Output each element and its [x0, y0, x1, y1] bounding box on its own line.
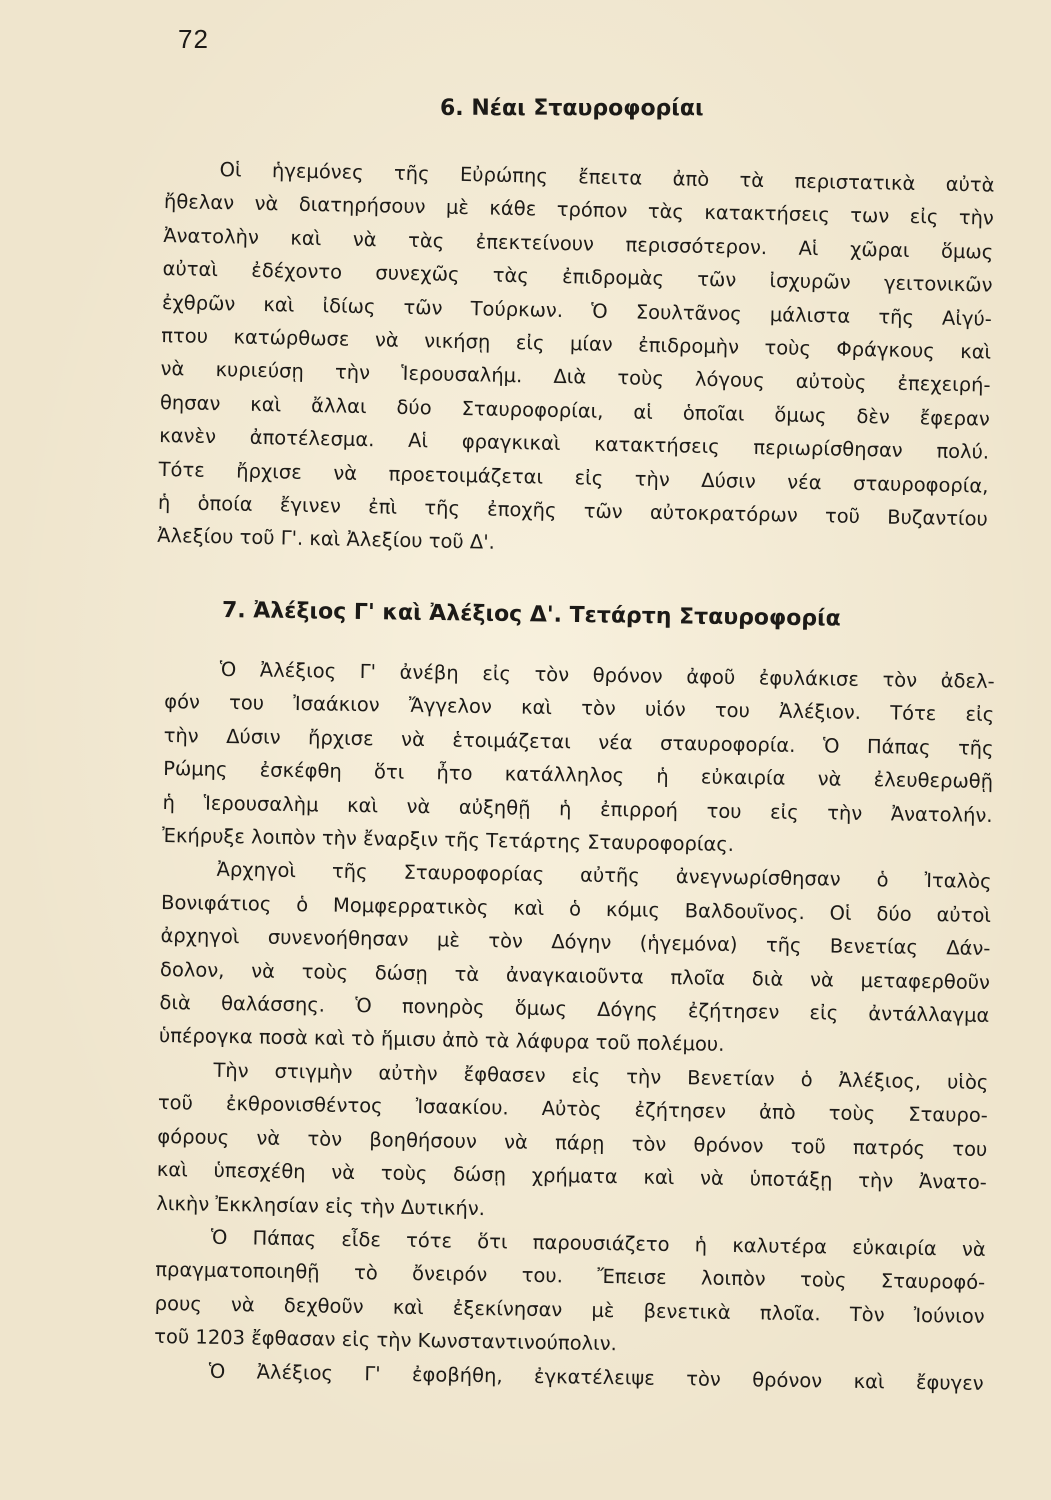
text-line: ἐχθρῶν καὶ ἰδίως τῶν Τούρκων. Ὁ Σουλτᾶνος μάλιστα τῆς Αἰγύ- — [161, 290, 993, 331]
text-line: διὰ θαλάσσης. Ὁ πονηρὸς ὅμως Δόγης ἐζήτησεν εἰς ἀντάλλαγμα — [159, 991, 990, 1028]
text-line: Ρώμης ἐσκέφθη ὅτι ἦτο κατάλληλος ἡ εὐκαιρία νὰ ἐλευθερωθῇ — [162, 757, 994, 794]
text-line: λικὴν Ἐκκλησίαν εἰς τὴν Δυτικήν. — [156, 1191, 486, 1220]
text-line: Ἀρχηγοὶ τῆς Σταυροφορίας αὐτῆς ἀνεγνωρίσθησαν ὁ Ἰταλὸς — [216, 858, 992, 894]
text-line: τοῦ 1203 ἔφθασαν εἰς τὴν Κωνσταντινούπολιν. — [154, 1325, 618, 1356]
text-line: πραγματοποιηθῇ τὸ ὄνειρόν του. Ἔπεισε λοιπὸν τοὺς Σταυροφό- — [155, 1258, 986, 1295]
text-line: ἤθελαν νὰ διατηρήσουν μὲ κάθε τρόπον τὰς κατακτήσεις των εἰς τὴν — [163, 190, 995, 231]
section-6-heading: 6. Νέαι Σταυροφορίαι — [440, 96, 704, 121]
text-line: Ὁ Ἀλέξιος Γ' ἀνέβη εἰς τὸν θρόνον ἀφοῦ ἐφυλάκισε τὸν ἀδελ- — [219, 657, 995, 694]
text-line: Ἀνατολὴν καὶ νὰ τὰς ἐπεκτείνουν περισσότερον. Αἱ χῶραι ὅμως — [163, 223, 994, 264]
page-number: 72 — [178, 24, 209, 54]
text-line: Τὴν στιγμὴν αὐτὴν ἔφθασεν εἰς τὴν Βενετίαν ὁ Ἀλέξιος, υἱὸς — [213, 1058, 989, 1094]
section-7-heading: 7. Ἀλέξιος Γ' καὶ Ἀλέξιος Δ'. Τετάρτη Σταυροφορία — [221, 598, 841, 632]
section-7-body — [153, 652, 994, 1400]
text-line: Ἐκήρυξε λοιπὸν τὴν ἔναρξιν τῆς Τετάρτης Σταυροφορίας. — [161, 824, 735, 856]
text-line: τὴν Δύσιν ἤρχισε νὰ ἑτοιμάζεται νέα σταυροφορία. Ὁ Πάπας τῆς — [163, 723, 994, 760]
text-line: νὰ κυριεύσῃ τὴν Ἱερουσαλήμ. Διὰ τοὺς λόγους αὐτοὺς ἐπεχειρή- — [160, 357, 991, 398]
text-line: αὐταὶ ἐδέχοντο συνεχῶς τὰς ἐπιδρομὰς τῶν ἰσχυρῶν γειτονικῶν — [162, 257, 993, 297]
text-line: ἡ Ἱερουσαλὴμ καὶ νὰ αὐξηθῇ ἡ ἐπιρροή του εἰς τὴν Ἀνατολήν. — [162, 790, 993, 827]
text-line: κανὲν ἀποτέλεσμα. Αἱ φραγκικαὶ κατακτήσεις περιωρίσθησαν πολύ. — [159, 424, 990, 464]
text-line: φόρους νὰ τὸν βοηθήσουν νὰ πάρῃ τὸν θρόνον τοῦ πατρός του — [157, 1124, 988, 1161]
text-line: καὶ ὑπεσχέθη νὰ τοὺς δώσῃ χρήματα καὶ νὰ ὑποτάξῃ τὴν Ἀνατο- — [156, 1158, 987, 1195]
text-line: Ἀλεξίου τοῦ Γ'. καὶ Ἀλεξίου τοῦ Δ'. — [157, 524, 496, 555]
text-line: θησαν καὶ ἄλλαι δύο Σταυροφορίαι, αἱ ὁποῖαι ὅμως δὲν ἔφεραν — [159, 390, 991, 431]
text-line: δολον, νὰ τοὺς δώσῃ τὰ ἀναγκαιοῦντα πλοῖα διὰ νὰ μεταφερθοῦν — [159, 957, 991, 994]
text-line: φόν του Ἰσαάκιον Ἄγγελον καὶ τὸν υἱόν του Ἀλέξιον. Τότε εἰς — [164, 690, 995, 727]
text-line: ἡ ὁποία ἔγινεν ἐπὶ τῆς ἐποχῆς τῶν αὐτοκρατόρων τοῦ Βυζαντίου — [157, 490, 989, 531]
section-6-body — [157, 152, 995, 569]
text-line: Ὁ Ἀλέξιος Γ' ἐφοβήθη, ἐγκατέλειψε τὸν θρόνον καὶ ἔφυγεν — [208, 1359, 984, 1395]
text-line: Ὁ Πάπας εἶδε τότε ὅτι παρουσιάζετο ἡ καλυτέρα εὐκαιρία νὰ — [210, 1225, 986, 1261]
text-line: πτου κατώρθωσε νὰ νικήσῃ εἰς μίαν ἐπιδρομὴν τοὺς Φράγκους καὶ — [161, 323, 992, 364]
text-line: Τότε ἤρχισε νὰ προετοιμάζεται εἰς τὴν Δύσιν νέα σταυροφορία, — [158, 457, 989, 498]
text-line: ρους νὰ δεχθοῦν καὶ ἐξεκίνησαν μὲ βενετικὰ πλοῖα. Τὸν Ἰούνιον — [154, 1291, 985, 1328]
text-line: Βονιφάτιος ὁ Μομφερρατικὸς καὶ ὁ κόμις Βαλδουῖνος. Οἱ δύο αὐτοὶ — [160, 890, 992, 927]
text-line: τοῦ ἐκθρονισθέντος Ἰσαακίου. Αὐτὸς ἐζήτησεν ἀπὸ τοὺς Σταυρο- — [157, 1091, 988, 1128]
text-line: ἀρχηγοὶ συνενοήθησαν μὲ τὸν Δόγην (ἡγεμόνα) τῆς Βενετίας Δάν- — [160, 924, 991, 961]
text-line: ὑπέρογκα ποσὰ καὶ τὸ ἥμισυ ἀπὸ τὰ λάφυρα τοῦ πολέμου. — [158, 1024, 725, 1057]
text-line: Οἱ ἡγεμόνες τῆς Εὐρώπης ἔπειτα ἀπὸ τὰ περιστατικὰ αὐτὰ — [219, 158, 995, 197]
